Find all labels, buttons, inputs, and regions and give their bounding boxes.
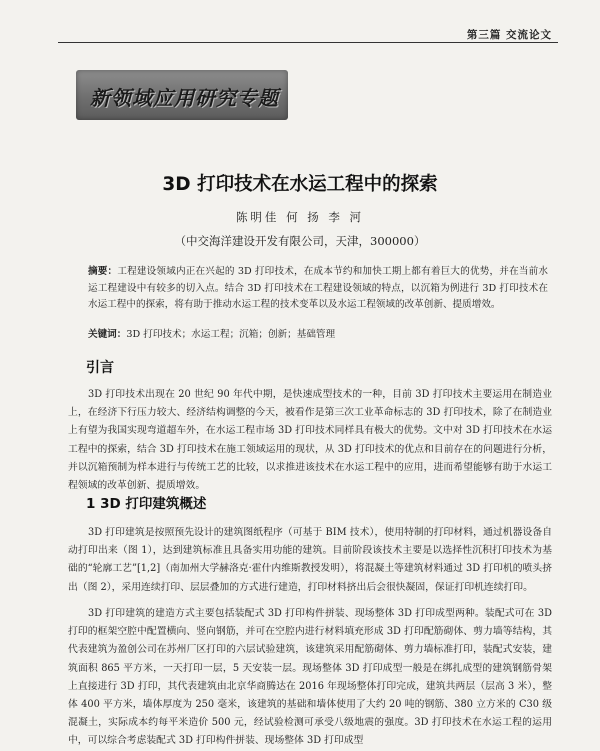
header-rule	[58, 42, 558, 43]
intro-paragraph	[68, 386, 552, 495]
abstract	[88, 264, 548, 314]
section1-text-1: 3D 打印建筑是按照预先设计的建筑图纸程序（可基于 BIM 技术），使用特制的打印材料，通过机器设备自动打印出来（图 1），达到建筑标准且具备实用功能的建筑。目前阶段该技术主要是以选择性沉积打印技术为基础的“轮廓工艺”[1,2]（南加州大学赫洛克·霍什内维斯教授发明），将混凝土等建筑材料通过 3D 打印机的喷头挤出（图 2），采用连续打印、层层叠加的方式进行建造，打印材料挤出后会很快凝固，保证打印机连续打印。	[68, 527, 552, 593]
abstract-text: 工程建设领域内正在兴起的 3D 打印技术，在成本节约和加快工期上都有着巨大的优势，并在当前水运工程建设中有较多的切入点。结合 3D 打印技术在工程建设领域的特点，以沉箱为例进行 3D 打印技术在水运工程中的探索，将有助于推动水运工程的技术变革以及水运工程领域的改革创新、提质增效。	[88, 266, 548, 310]
intro-text: 3D 打印技术出现在 20 世纪 90 年代中期，是快速成型技术的一种，目前 3D 打印技术主要运用在制造业上，在经济下行压力较大、经济结构调整的今天，被看作是第三次工业革命标志的 3D 打印技术，除了在制造业上有望为我国实现弯道超车外，在水运工程市场 3D 打印技术同样具有极大的优势。文中对 3D 打印技术在水运工程中的探索，结合 3D 打印技术在施工领域运用的现状，从 3D 打印技术的优点和目前存在的问题进行分析，并以沉箱预制为样本进行与传统工艺的比较，以求推进该技术在水运工程中的应用，进而希望能够有助于水运工程领域的改革创新、提质增效。	[68, 389, 552, 492]
section1-paragraph-2	[68, 605, 552, 751]
keywords-text: 3D 打印技术；水运工程；沉箱；创新；基础管理	[126, 329, 336, 340]
topic-banner	[76, 70, 288, 120]
section1-paragraph-1	[68, 524, 552, 597]
paper-authors: 陈明佳 何 扬 李 河	[235, 210, 365, 224]
section1-text-2: 3D 打印建筑的建造方式主要包括装配式 3D 打印构件拼装、现场整体 3D 打印成型两种。装配式可在 3D 打印的框架空腔中配置横向、竖向钢筋，并可在空腔内进行材料填充形成 3D 打印配筋砌体、剪力墙等结构，其代表建筑为盈创公司在苏州厂区打印的六层试验建筑，该建筑采用配筋砌体、剪力墙标准打印，装配式安装，建筑面积 865 平方米，一天打印一层，5 天安装一层。现场整体 3D 打印成型一般是在绑扎成型的建筑钢筋骨架上直接进行 3D 打印，其代表建筑由北京华商腾达在 2016 年现场整体打印完成，建筑共两层（层高 3 米），整体 400 平方米，墙体厚度为 250 毫米，该建筑的基础和墙体使用了大约 20 吨的钢筋、380 立方米的 C30 级混凝土，实际成本约每平米造价 500 元，经试验检测可承受八级地震的强度。3D 打印技术在水运工程的运用中，可以综合考虑装配式 3D 打印构件拼装、现场整体 3D 打印成型	[68, 608, 552, 747]
paper-affiliation: （中交海洋建设开发有限公司，天津，300000）	[174, 234, 426, 248]
intro-heading: 引言	[86, 360, 114, 376]
banner-text: 新领域应用研究专题	[90, 86, 279, 110]
keywords-label: 关键词：	[88, 329, 127, 340]
abstract-label: 摘要：	[88, 266, 118, 277]
paper-title: 3D 打印技术在水运工程中的探索	[162, 174, 438, 195]
section1-heading: 1 3D 打印建筑概述	[86, 496, 207, 512]
keywords	[88, 326, 548, 340]
section-tag: 第三篇 交流论文	[466, 29, 552, 41]
